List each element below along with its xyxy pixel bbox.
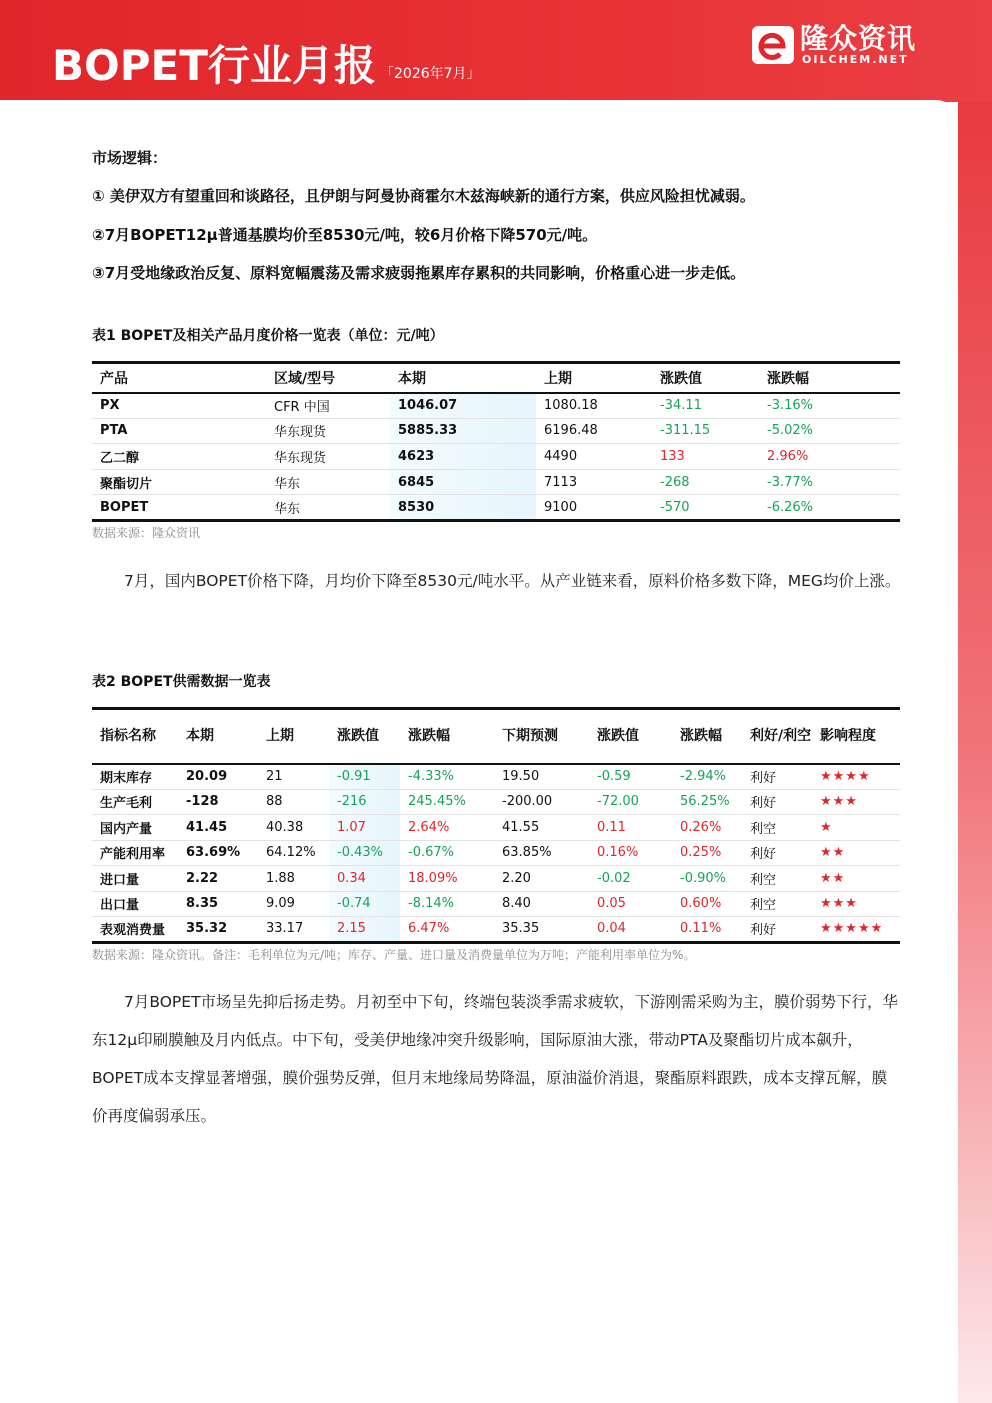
change-cell: 133 [660, 448, 685, 464]
forecast-change-cell: 0.16% [597, 845, 639, 861]
market-logic-item: ②7月BOPET12μ普通基膜均价至8530元/吨，较6月价格下降570元/吨。 [92, 226, 598, 244]
region-cell: 华东现货 [274, 450, 327, 466]
region-cell: 华东现货 [274, 425, 327, 441]
forecast-change-cell: -0.02 [597, 870, 631, 886]
current-cell: 20.09 [186, 769, 228, 784]
current-cell: -128 [186, 794, 219, 810]
pct-cell: -5.02% [767, 423, 813, 439]
forecast-pct-cell: 0.26% [680, 819, 722, 835]
current-cell: 2.22 [186, 870, 219, 886]
pct-cell: 6.47% [408, 921, 450, 937]
change-cell: 1.07 [329, 815, 400, 841]
change-cell: -34.11 [660, 398, 702, 414]
table-row [92, 418, 900, 444]
column-header: 本期 [186, 728, 214, 745]
forecast-change-cell: 0.05 [597, 896, 626, 912]
column-header: 产品 [100, 370, 128, 387]
pct-cell: -0.67% [408, 845, 454, 861]
forecast-pct-cell: -2.94% [680, 769, 726, 784]
forecast-pct-cell: 0.25% [680, 845, 722, 861]
column-header: 上期 [266, 728, 294, 745]
report-title: BOPET行业月报 [52, 41, 376, 90]
indicator-cell: 国内产量 [100, 821, 153, 837]
previous-cell: 1080.18 [544, 398, 598, 414]
product-cell: 乙二醇 [100, 450, 140, 466]
table2-source: 数据来源：隆众资讯。备注：毛利单位为元/吨；库存、产量、进口量及消费量单位为万吨；产能利用率单位为%。 [92, 948, 696, 962]
paragraph-summary: 7月，国内BOPET价格下降，月均价下降至8530元/吨水平。从产业链来看，原料价格多数下降，MEG均价上涨。 [124, 572, 901, 590]
effect-cell: 利空 [750, 898, 777, 914]
brand-name-en: OILCHEM.NET [802, 53, 909, 66]
paragraph-market-review: 7月BOPET市场呈先抑后扬走势。月初至中下旬，终端包装淡季需求疲软，下游刚需采购为主，膜价弱势下行，华东12μ印刷膜触及月内低点。中下旬，受美伊地缘冲突升级影响，国际原油大涨，带动PTA及聚酯切片成本飙升，BOPET成本支撑显著增强，膜价强势反弹，但月末地缘局势降温，原油溢价消退，聚酯原料跟跌，成本支撑瓦解，膜价再度偏弱承压。 [92, 993, 899, 1125]
indicator-cell: 产能利用率 [100, 847, 166, 863]
forecast-pct-cell: -0.90% [680, 870, 726, 886]
impact-stars: ★ [820, 819, 833, 835]
change-cell: 2.15 [329, 917, 400, 943]
change-cell: -0.91 [329, 764, 400, 790]
market-logic-item: ③7月受地缘政治反复、原料宽幅震荡及需求疲弱拖累库存累积的共同影响，价格重心进一步走低。 [92, 264, 746, 282]
previous-cell: 7113 [544, 474, 578, 490]
region-cell: 华东 [274, 501, 301, 517]
brand-logo-icon [752, 26, 794, 64]
change-cell: -0.74 [329, 891, 400, 917]
table-header-row [92, 363, 900, 393]
previous-cell: 33.17 [266, 921, 304, 937]
pct-cell: 2.64% [408, 819, 450, 835]
table-row [92, 444, 900, 470]
product-cell: PTA [100, 423, 128, 439]
forecast-cell: 19.50 [502, 769, 540, 784]
indicator-cell: 期末库存 [100, 771, 153, 786]
change-cell: -570 [660, 499, 690, 515]
forecast-pct-cell: 56.25% [680, 794, 730, 810]
change-cell: -216 [329, 789, 400, 815]
column-header: 涨跌值 [597, 728, 639, 745]
previous-cell: 9100 [544, 499, 578, 515]
previous-cell: 21 [266, 769, 283, 784]
current-cell: 4623 [390, 444, 536, 470]
pct-cell: -3.77% [767, 474, 813, 490]
table-row [92, 469, 900, 495]
impact-stars: ★★★★★ [820, 921, 884, 937]
pct-cell: -4.33% [408, 769, 454, 784]
forecast-cell: 8.40 [502, 896, 531, 912]
table1-source: 数据来源：隆众资讯 [92, 526, 201, 540]
impact-stars: ★★★ [820, 896, 858, 912]
previous-cell: 4490 [544, 448, 578, 464]
product-cell: 聚酯切片 [100, 476, 153, 492]
market-logic-item: ① 美伊双方有望重回和谈路径，且伊朗与阿曼协商霍尔木兹海峡新的通行方案，供应风险担忧减弱。 [92, 187, 755, 205]
forecast-cell: 63.85% [502, 845, 552, 861]
column-header: 下期预测 [502, 728, 558, 745]
pct-cell: -6.26% [767, 499, 813, 515]
indicator-cell: 出口量 [100, 898, 140, 914]
forecast-change-cell: -72.00 [597, 794, 639, 810]
table-row [92, 917, 900, 943]
region-cell: 华东 [274, 476, 301, 492]
table-row [92, 393, 900, 419]
change-cell: -311.15 [660, 423, 711, 439]
pct-cell: -8.14% [408, 896, 454, 912]
change-cell: 0.34 [329, 866, 400, 892]
forecast-pct-cell: 0.60% [680, 896, 722, 912]
column-header: 涨跌值 [337, 728, 379, 745]
previous-cell: 88 [266, 794, 283, 810]
column-header: 指标名称 [100, 728, 156, 745]
effect-cell: 利好 [750, 771, 777, 786]
column-header: 涨跌值 [660, 370, 702, 387]
forecast-change-cell: -0.59 [597, 769, 631, 784]
column-header: 上期 [544, 370, 572, 387]
forecast-cell: 41.55 [502, 819, 540, 835]
effect-cell: 利空 [750, 821, 777, 837]
current-cell: 63.69% [186, 845, 241, 861]
previous-cell: 1.88 [266, 870, 295, 886]
effect-cell: 利空 [750, 872, 777, 888]
table-row [92, 495, 900, 521]
current-cell: 8.35 [186, 896, 219, 912]
change-cell: -0.43% [329, 840, 400, 866]
indicator-cell: 进口量 [100, 872, 140, 888]
current-cell: 35.32 [186, 921, 228, 937]
effect-cell: 利好 [750, 847, 777, 863]
current-cell: 5885.33 [390, 418, 536, 444]
change-cell: -268 [660, 474, 690, 490]
forecast-cell: 2.20 [502, 870, 531, 886]
market-logic-title: 市场逻辑： [92, 149, 168, 167]
column-header: 影响程度 [820, 728, 876, 745]
column-header: 涨跌幅 [767, 370, 809, 387]
table-row [92, 789, 900, 815]
indicator-cell: 表观消费量 [100, 923, 166, 939]
column-header: 利好/利空 [750, 728, 812, 745]
table-row [92, 866, 900, 892]
pct-cell: -3.16% [767, 398, 813, 414]
table-row [92, 815, 900, 841]
column-header: 区域/型号 [274, 370, 336, 387]
impact-stars: ★★★ [820, 794, 858, 810]
pct-cell: 18.09% [408, 870, 458, 886]
forecast-change-cell: 0.11 [597, 819, 626, 835]
table-row [92, 764, 900, 790]
forecast-change-cell: 0.04 [597, 921, 626, 937]
product-cell: PX [100, 398, 120, 414]
impact-stars: ★★ [820, 870, 846, 886]
table-row [92, 891, 900, 917]
current-cell: 1046.07 [390, 393, 536, 419]
table-header-row [92, 709, 900, 764]
indicator-cell: 生产毛利 [100, 796, 153, 812]
current-cell: 41.45 [186, 819, 228, 835]
column-header: 涨跌幅 [408, 728, 450, 745]
previous-cell: 40.38 [266, 819, 304, 835]
brand-name-cn: 隆众资讯 [800, 22, 917, 55]
pct-cell: 2.96% [767, 448, 809, 464]
column-header: 本期 [398, 370, 426, 387]
table2-caption: 表2 BOPET供需数据一览表 [92, 674, 271, 690]
impact-stars: ★★ [820, 845, 846, 861]
table-row [92, 840, 900, 866]
side-gradient [958, 102, 992, 1403]
current-cell: 6845 [390, 469, 536, 495]
product-cell: BOPET [100, 499, 149, 515]
current-cell: 8530 [390, 495, 536, 521]
forecast-cell: -200.00 [502, 794, 553, 810]
table1-caption: 表1 BOPET及相关产品月度价格一览表（单位：元/吨） [92, 328, 444, 344]
effect-cell: 利好 [750, 923, 777, 939]
price-table [92, 361, 900, 522]
brand-logo [752, 22, 932, 70]
forecast-pct-cell: 0.11% [680, 921, 722, 937]
impact-stars: ★★★★ [820, 769, 871, 784]
forecast-cell: 35.35 [502, 921, 540, 937]
previous-cell: 64.12% [266, 845, 316, 861]
effect-cell: 利好 [750, 796, 777, 812]
previous-cell: 6196.48 [544, 423, 598, 439]
previous-cell: 9.09 [266, 896, 295, 912]
pct-cell: 245.45% [408, 794, 466, 810]
region-cell: CFR 中国 [274, 400, 330, 416]
header-band [0, 0, 992, 102]
column-header: 涨跌幅 [680, 728, 722, 745]
report-date: 「2026年7月」 [380, 66, 481, 82]
supply-demand-table [92, 707, 900, 944]
